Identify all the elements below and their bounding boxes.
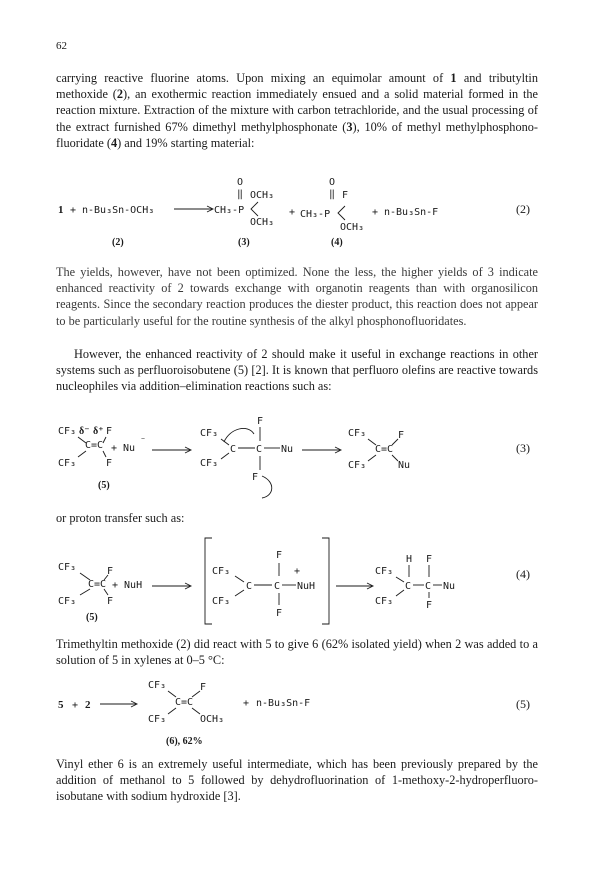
eq4-bracket-right [322, 538, 329, 624]
paragraph-5: Trimethyltin methoxide (2) did react with 5 to give 6 (62% isolated yield) when 2 was added to a solution of 5 in xylenes at 0–5 °C: [56, 637, 538, 668]
eq3-cf3-b-top: CF₃ [200, 428, 219, 439]
eq3-cf3-c-bot: CF₃ [348, 460, 367, 471]
eq5-reactant-2: 2 [85, 699, 91, 711]
eq3-c-b2: C [256, 444, 263, 455]
p1-text-d: ), an exothermic reaction immediately ensued and a solid material formed in the reaction mixture. Extraction of the mixture with carbon tetrachloride, and the usual processing of the extract furnished 67% dimethyl methylphosphonate ( [56, 87, 539, 134]
eq4-f-c-bot: F [426, 600, 433, 611]
paragraph-3: However, the enhanced reactivity of 2 should make it useful in exchange reactions in other systems such as perfluoroisobutene (5) [2]. It is known that perfluoro olefins are reactive towards nucleophiles via addition–elimination reactions such as: [56, 347, 538, 394]
eq3-nu-plus: + Nu [111, 443, 136, 454]
eq2-p4-bot: OCH₃ [340, 222, 365, 233]
eq4-number: (4) [516, 567, 530, 581]
eq4-f-a-top: F [107, 566, 114, 577]
eq3-bond-a4 [103, 451, 106, 457]
eq5-f-top: F [200, 682, 207, 693]
eq3-cc-a: C=C [85, 440, 104, 451]
eq5-bond-3 [168, 708, 176, 714]
eq3-bond-b2 [221, 453, 229, 459]
eq3-cf3-b-bot: CF₃ [200, 458, 219, 469]
eq4-cc-a: C=C [88, 579, 107, 590]
eq4-c-c2: C [425, 581, 432, 592]
eq4-c-b1: C [246, 581, 253, 592]
eq2-p4-dbl: ‖ [329, 189, 336, 200]
eq4-bond-b1 [235, 576, 244, 582]
eq4-f-b-bot: F [276, 608, 283, 619]
eq3-bond-a2 [103, 437, 106, 443]
eq4-bond-a3 [80, 589, 90, 595]
eq3-f-a-bot: F [106, 458, 113, 469]
eq3-number: (3) [516, 441, 530, 455]
equation-3 [0, 410, 593, 510]
equation-5 [0, 672, 593, 752]
eq4-f-a-bot: F [107, 596, 114, 607]
p1-text-e: ), 10% of methyl methylphosphono-fluoridate ( [56, 119, 538, 150]
eq2-label-4: (4) [331, 237, 343, 248]
eq3-cf3-c-top: CF₃ [348, 428, 367, 439]
eq2-reactant-2: n-Bu₃Sn-OCH₃ [82, 205, 155, 216]
eq5-product-2: n-Bu₃Sn-F [256, 698, 311, 709]
eq2-p4-left: CH₃-P [300, 209, 331, 220]
eq4-nuh-b: NuH [297, 581, 316, 592]
eq5-cc: C=C [175, 697, 194, 708]
eq3-nu-b: Nu [281, 444, 294, 455]
eq5-bond-2 [192, 691, 200, 697]
eq3-f-a-top: F [106, 426, 113, 437]
paragraph-2: The yields, however, have not been optimized. None the less, the higher yields of 3 indicate enhanced reactivity of 2 towards exchange with organotin reagents than with organosilicon reagents. Since the secondary reaction produces the diester product, this reaction does not appear to be particularly useful for the routine synthesis of the alkyl phosphonofluoridates. [56, 265, 538, 328]
eq3-bond-c3 [368, 455, 376, 461]
eq2-p3-bot: OCH₃ [250, 217, 275, 228]
eq2-p3-top: OCH₃ [250, 190, 275, 201]
eq4-bond-c1 [396, 577, 404, 582]
eq5-cf3-bot: CF₃ [148, 714, 167, 725]
equation-4 [0, 532, 593, 630]
eq3-nu-c: Nu [398, 460, 411, 471]
eq3-f-b-top: F [257, 416, 264, 427]
eq2-p3-branch [251, 202, 258, 216]
eq4-bracket-left [205, 538, 212, 624]
eq4-cf3-a-bot: CF₃ [58, 596, 77, 607]
eq4-cf3-b-bot: CF₃ [212, 596, 231, 607]
eq2-p4-top: F [342, 190, 349, 201]
eq4-cf3-b-top: CF₃ [212, 566, 231, 577]
eq4-cf3-c-top: CF₃ [375, 566, 394, 577]
eq2-reactant-1: 1 [58, 204, 64, 216]
eq5-bond-4 [192, 708, 200, 714]
eq2-p3-dbl: ‖ [237, 189, 244, 200]
eq4-bond-c2 [396, 590, 404, 596]
eq4-c-b2: C [274, 581, 281, 592]
p1-text-f: ) and 19% starting material: [117, 135, 255, 150]
eq2-p3-left: CH₃-P [214, 205, 245, 216]
eq2-product: n-Bu₃Sn-F [384, 207, 439, 218]
compound-ref-4: 4 [110, 135, 118, 150]
compound-ref-3: 3 [346, 119, 353, 134]
eq4-c-c1: C [405, 581, 412, 592]
p1-text-a: carrying reactive fluorine atoms. Upon mixing an equimolar amount of [56, 71, 451, 85]
eq2-p4-branch [338, 206, 345, 220]
eq5-cf3-top: CF₃ [148, 680, 167, 691]
equation-2 [0, 170, 593, 255]
eq2-p4-o: O [329, 177, 336, 188]
eq4-f-c-top: F [426, 554, 433, 565]
eq5-label-6: (6), 62% [166, 736, 203, 747]
page-number: 62 [56, 40, 67, 52]
compound-ref-1: 1 [450, 71, 457, 85]
eq2-label-2: (2) [112, 237, 124, 248]
eq3-f-b-bot: F [252, 472, 259, 483]
eq2-number: (2) [516, 202, 530, 216]
eq3-curved-arrow-2 [262, 476, 272, 498]
paragraph-1 [56, 70, 538, 151]
eq4-label-5: (5) [86, 612, 98, 623]
eq2-label-3: (3) [238, 237, 250, 248]
eq2-plus-2: + [289, 207, 296, 218]
eq2-p3-o: O [237, 177, 244, 188]
eq3-curved-arrow-1 [224, 428, 254, 442]
eq4-cf3-a-top: CF₃ [58, 562, 77, 573]
eq3-bond-a3 [78, 451, 86, 457]
eq5-number: (5) [516, 697, 530, 711]
p1-text-c: and tributyltin methoxide ( [56, 71, 539, 102]
eq4-bond-b2 [235, 590, 244, 596]
eq3-f-c-top: F [398, 430, 405, 441]
eq3-delta-minus: δ⁻ [79, 426, 90, 437]
eq4-cf3-c-bot: CF₃ [375, 596, 394, 607]
eq3-cf3-a-top: CF₃ [58, 426, 77, 437]
eq4-plus-b: + [294, 566, 301, 577]
eq3-cf3-a-bot: CF₃ [58, 458, 77, 469]
eq4-nu-c: Nu [443, 581, 456, 592]
compound-ref-2: 2 [116, 87, 124, 102]
eq2-plus-1: + [70, 205, 77, 216]
eq4-h-c: H [406, 554, 413, 565]
eq3-minus: ⁻ [140, 436, 147, 447]
eq5-plus-2: + [243, 698, 250, 709]
eq4-nuh-plus: + NuH [112, 580, 143, 591]
eq5-reactant-5: 5 [58, 699, 64, 711]
paragraph-4: or proton transfer such as: [56, 511, 185, 525]
eq3-delta-plus: δ⁺ [93, 426, 104, 437]
eq5-plus-1: + [72, 700, 79, 711]
eq2-plus-3: + [372, 207, 379, 218]
eq5-och3: OCH₃ [200, 714, 225, 725]
eq3-cc-c: C=C [375, 444, 394, 455]
eq3-c-b1: C [230, 444, 237, 455]
eq4-f-b-top: F [276, 550, 283, 561]
eq3-label-5: (5) [98, 480, 110, 491]
paragraph-6: Vinyl ether 6 is an extremely useful intermediate, which has been previously prepared by the addition of methanol to 5 followed by dehydrofluorination of 1-methoxy-2-hydroperfluoro-isobutane with sodium hydroxide [3]. [56, 757, 538, 804]
